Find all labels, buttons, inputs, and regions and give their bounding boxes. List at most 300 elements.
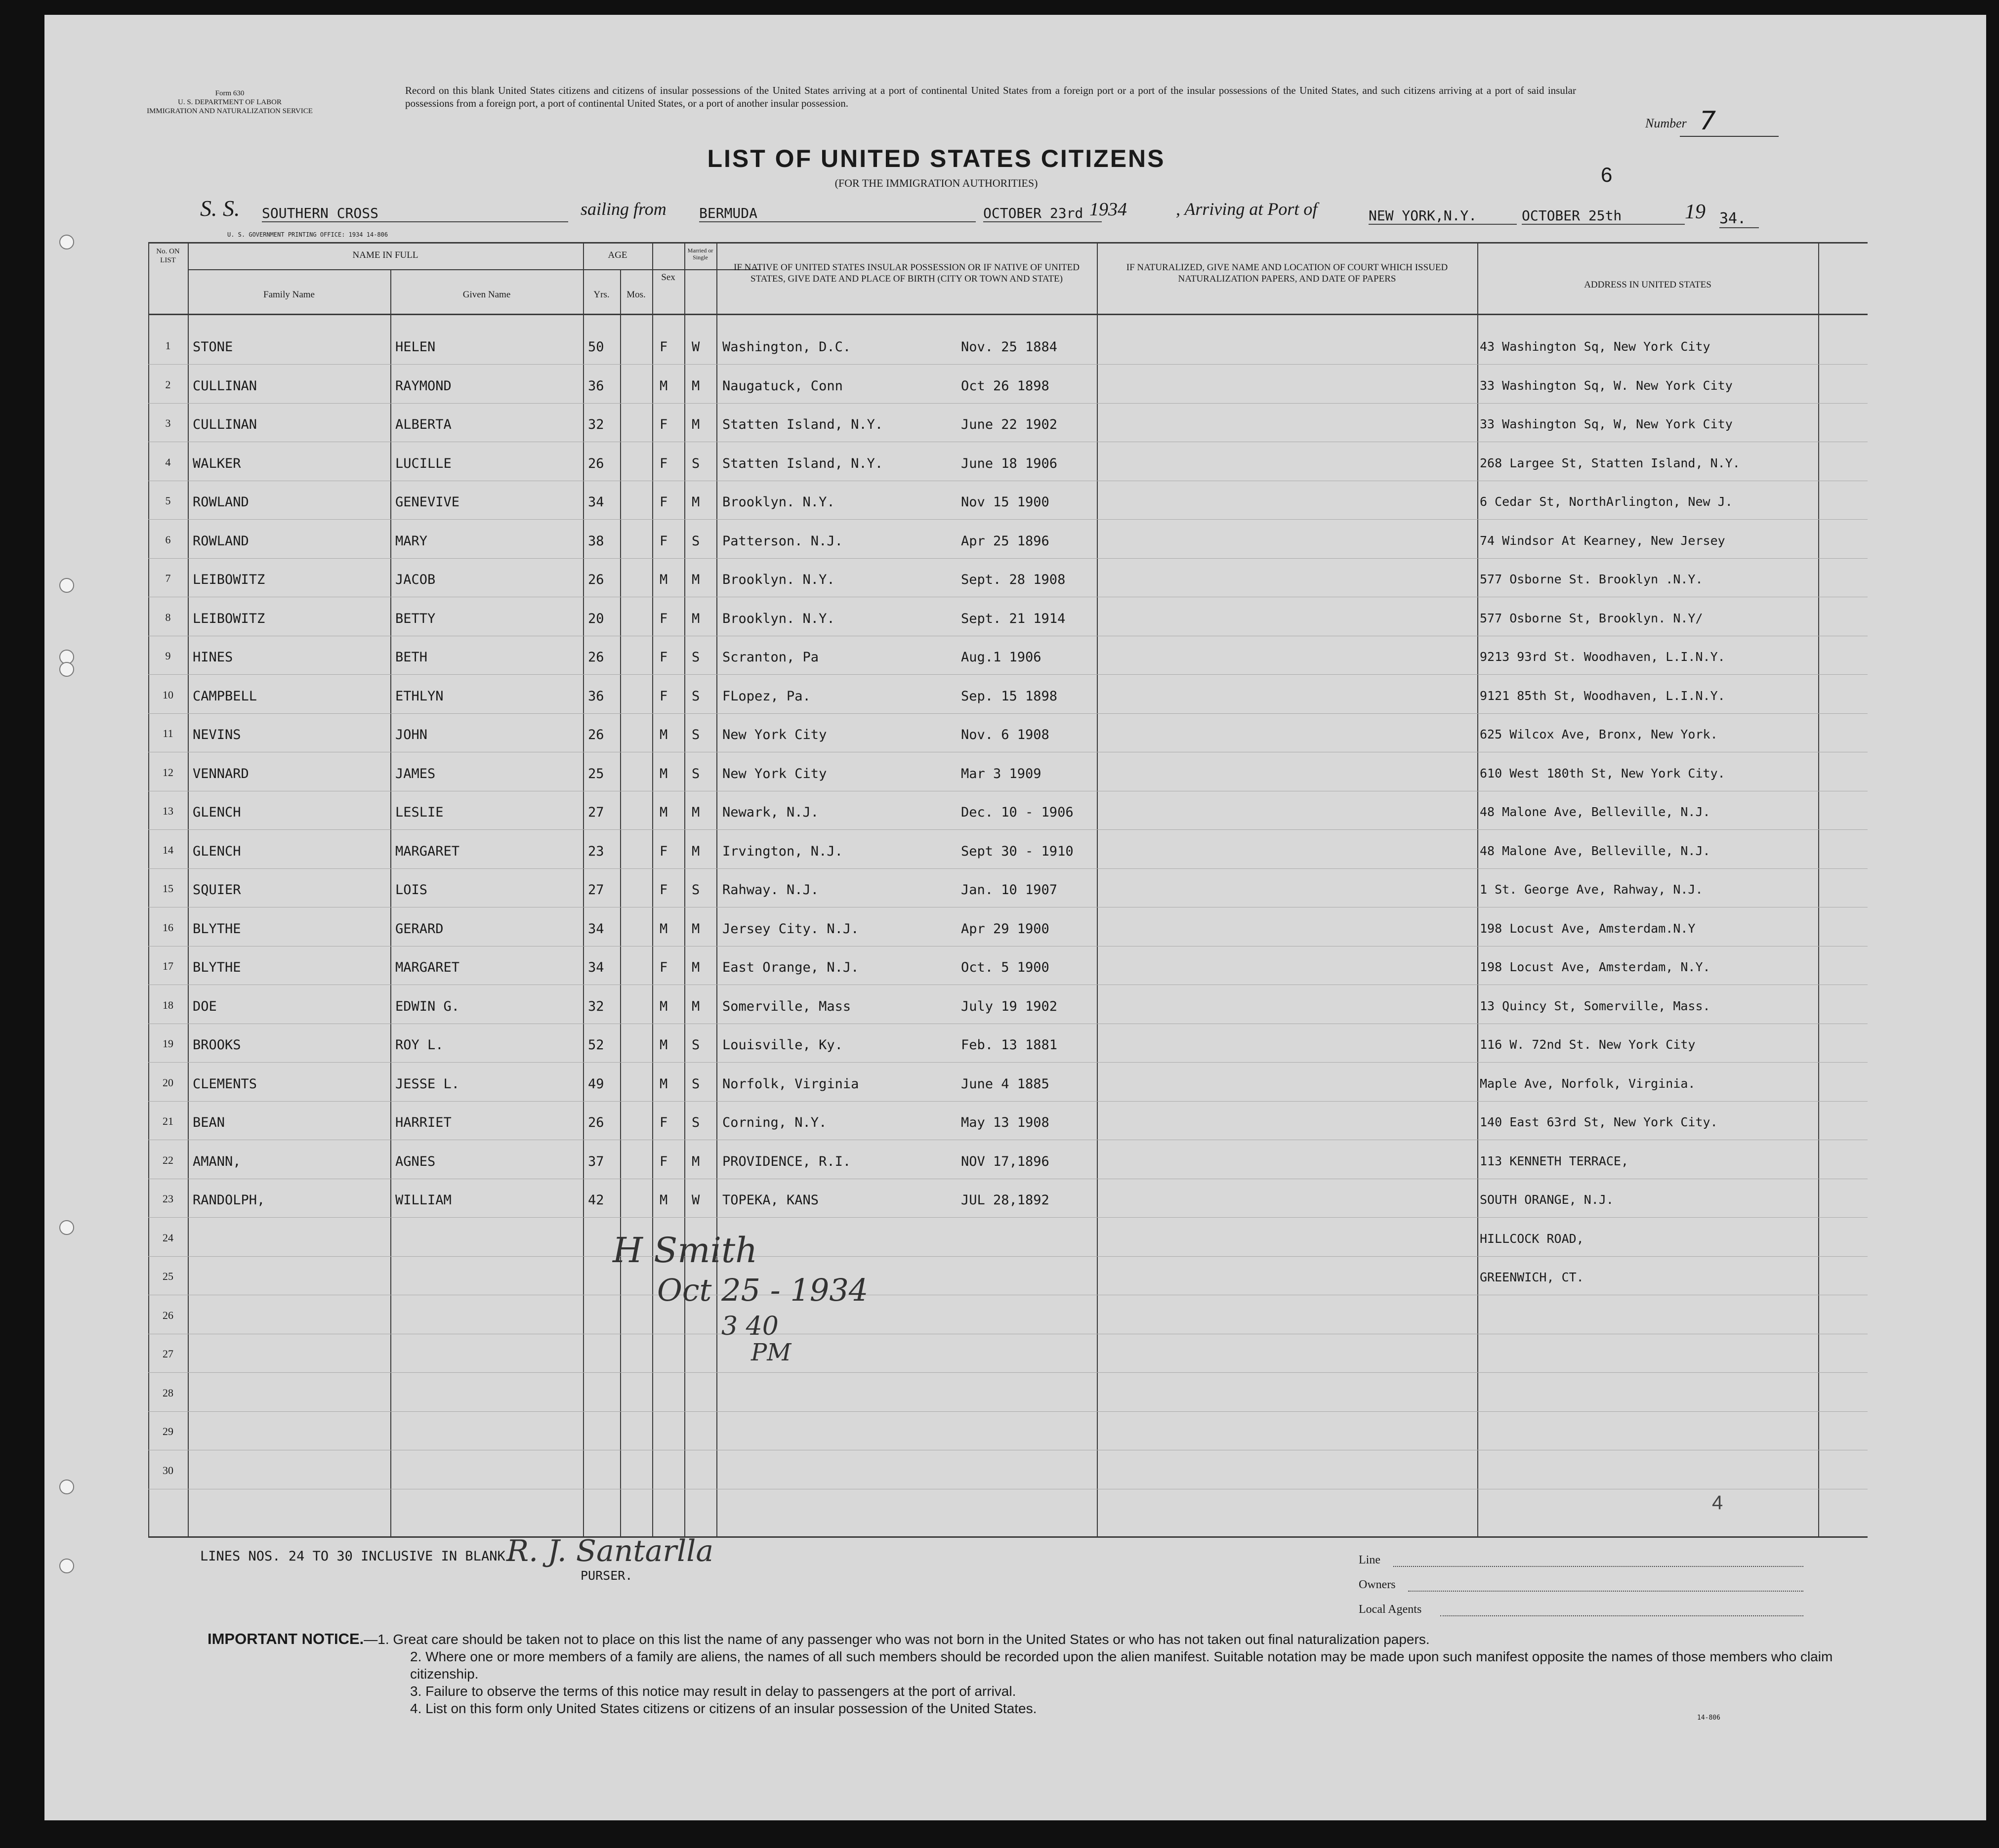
birth-date: Sept 30 - 1910 — [961, 843, 1074, 859]
marital-status: M — [692, 572, 700, 587]
row-number: 23 — [163, 1192, 173, 1205]
birth-place: Brooklyn. N.Y. — [722, 572, 835, 587]
binder-hole — [59, 1559, 74, 1573]
row-rule — [148, 558, 1868, 559]
sheet-number: 6 — [1601, 163, 1613, 186]
birth-place: TOPEKA, KANS — [722, 1192, 819, 1208]
row-number: 8 — [165, 611, 171, 623]
number-value: 7 — [1700, 106, 1716, 136]
marital-status: S — [692, 727, 700, 742]
record-instructions: Record on this blank United States citizens and citizens of insular possessions of the United States arriving at a port of continental United States from a foreign port or a port of the insular possessions of the United States, and such citizens arriving at a port of said insular possessions from a foreign port, a port of continental United States, or a port of another insular possession. — [405, 84, 1576, 109]
marital-status: M — [692, 805, 700, 820]
row-rule — [148, 1062, 1868, 1063]
header-no-on-list: No. ON LIST — [156, 247, 180, 264]
sex: F — [660, 417, 668, 432]
notice-line-4: 4. List on this form only United States citizens or citizens of an insular possession of the United States. — [410, 1701, 1037, 1716]
owners-label: Owners — [1359, 1578, 1396, 1591]
sex: M — [660, 921, 668, 937]
given-name: RAYMOND — [395, 378, 452, 394]
age-years: 26 — [588, 650, 604, 665]
header-yrs: Yrs. — [593, 289, 610, 300]
arrival-port: NEW YORK,N.Y. — [1369, 207, 1517, 225]
given-name: HARRIET — [395, 1115, 452, 1130]
marital-status: M — [692, 998, 700, 1014]
age-years: 20 — [588, 611, 604, 626]
given-name: JESSE L. — [395, 1076, 460, 1092]
age-years: 52 — [588, 1037, 604, 1053]
header-address: ADDRESS IN UNITED STATES — [1584, 280, 1711, 290]
sex: M — [660, 727, 668, 742]
marital-status: M — [692, 921, 700, 937]
us-address: 577 Osborne St, Brooklyn. N.Y/ — [1480, 611, 1703, 625]
us-address: 48 Malone Ave, Belleville, N.J. — [1480, 843, 1710, 858]
header-family-name: Family Name — [263, 289, 315, 300]
birth-date: July 19 1902 — [961, 998, 1058, 1014]
sail-year: 1934 — [1089, 199, 1127, 220]
us-address: 1 St. George Ave, Rahway, N.J. — [1480, 882, 1703, 897]
us-address: 9213 93rd St. Woodhaven, L.I.N.Y. — [1480, 650, 1725, 664]
family-name: RANDOLPH, — [193, 1192, 265, 1208]
ss-label: S. S. — [200, 196, 240, 221]
arrival-year-prefix: 19 — [1685, 201, 1706, 223]
row-number: 5 — [165, 494, 171, 507]
age-years: 25 — [588, 766, 604, 781]
important-notice — [208, 1630, 1838, 1717]
row-number: 18 — [163, 998, 173, 1011]
family-name: WALKER — [193, 455, 241, 471]
birth-place: East Orange, N.J. — [722, 960, 859, 975]
header-bottom-border — [148, 314, 1868, 315]
col-divider — [188, 242, 189, 1536]
row-rule — [148, 1101, 1868, 1102]
row-number: 29 — [163, 1425, 173, 1437]
birth-place: Brooklyn. N.Y. — [722, 611, 835, 626]
given-name: JAMES — [395, 766, 436, 781]
header-name-in-full: NAME IN FULL — [352, 250, 418, 260]
row-number: 15 — [163, 882, 173, 895]
manifest-sheet — [44, 15, 1986, 1820]
sex: F — [660, 960, 668, 975]
family-name: SQUIER — [193, 882, 241, 898]
sex: M — [660, 572, 668, 587]
given-name: LOIS — [395, 882, 428, 898]
sex: F — [660, 533, 668, 549]
birth-place: Norfolk, Virginia — [722, 1076, 859, 1092]
important-notice-label: IMPORTANT NOTICE. — [208, 1630, 364, 1647]
given-name: EDWIN G. — [395, 998, 460, 1014]
birth-place: Washington, D.C. — [722, 339, 851, 355]
col-divider — [1097, 242, 1098, 1536]
given-name: MARGARET — [395, 960, 460, 975]
us-address: 140 East 63rd St, New York City. — [1480, 1115, 1718, 1129]
birth-date: Apr 25 1896 — [961, 533, 1049, 549]
us-address: SOUTH ORANGE, N.J. — [1480, 1192, 1614, 1207]
given-name: AGNES — [395, 1153, 436, 1169]
form-identifier — [136, 89, 324, 116]
birth-date: Mar 3 1909 — [961, 766, 1041, 781]
examiner-pm: PM — [751, 1339, 791, 1366]
marital-status: S — [692, 533, 700, 549]
col-divider — [684, 242, 685, 1536]
marital-status: S — [692, 650, 700, 665]
us-address: HILLCOCK ROAD, — [1480, 1231, 1584, 1246]
table-top-border — [148, 242, 1868, 244]
given-name: ETHLYN — [395, 688, 444, 704]
family-name: HINES — [193, 650, 233, 665]
sex: F — [660, 1115, 668, 1130]
row-number: 21 — [163, 1115, 173, 1127]
given-name: ROY L. — [395, 1037, 444, 1053]
birth-date: June 18 1906 — [961, 455, 1058, 471]
given-name: WILLIAM — [395, 1192, 452, 1208]
sex: F — [660, 494, 668, 510]
ship-name: SOUTHERN CROSS — [262, 205, 568, 222]
family-name: AMANN, — [193, 1153, 241, 1169]
birth-date: June 22 1902 — [961, 417, 1058, 432]
examiner-time: 3 40 — [721, 1312, 779, 1341]
sex: M — [660, 1076, 668, 1092]
age-years: 36 — [588, 688, 604, 704]
birth-date: May 13 1908 — [961, 1115, 1049, 1130]
given-name: HELEN — [395, 339, 436, 355]
birth-date: NOV 17,1896 — [961, 1153, 1049, 1169]
family-name: CAMPBELL — [193, 688, 257, 704]
us-address: 74 Windsor At Kearney, New Jersey — [1480, 533, 1725, 548]
birth-place: Patterson. N.J. — [722, 533, 843, 549]
name-age-subheader-line — [188, 269, 761, 270]
birth-date: Dec. 10 - 1906 — [961, 805, 1074, 820]
birth-place: New York City — [722, 766, 827, 781]
marital-status: M — [692, 417, 700, 432]
marital-status: W — [692, 1192, 700, 1208]
sailing-label: sailing from — [581, 199, 666, 219]
row-rule — [148, 868, 1868, 869]
row-number: 14 — [163, 843, 173, 856]
sex: F — [660, 688, 668, 704]
birth-place: Jersey City. N.J. — [722, 921, 859, 937]
age-years: 34 — [588, 960, 604, 975]
family-name: BLYTHE — [193, 921, 241, 937]
marital-status: S — [692, 766, 700, 781]
examiner-signature: H Smith — [613, 1230, 758, 1271]
birth-place: Naugatuck, Conn — [722, 378, 843, 394]
header-sex: Sex — [661, 272, 675, 283]
birth-place: FLopez, Pa. — [722, 688, 811, 704]
binder-hole — [59, 578, 74, 593]
row-rule — [148, 829, 1868, 830]
family-name: DOE — [193, 998, 217, 1014]
family-name: ROWLAND — [193, 494, 249, 510]
birth-date: Nov. 25 1884 — [961, 339, 1058, 355]
header-birth: IF NATIVE OF UNITED STATES INSULAR POSSESSION OR IF NATIVE OF UNITED STATES, GIVE DATE AND PLACE OF BIRTH (CITY OR TOWN AND STATE) — [734, 262, 1080, 284]
birth-date: Jan. 10 1907 — [961, 882, 1058, 898]
row-number: 22 — [163, 1153, 173, 1166]
age-years: 23 — [588, 843, 604, 859]
line-rule — [1393, 1566, 1803, 1567]
family-name: CULLINAN — [193, 378, 257, 394]
local-agents-rule — [1440, 1615, 1803, 1616]
department: U. S. DEPARTMENT OF LABOR — [178, 98, 282, 106]
given-name: BETTY — [395, 611, 436, 626]
row-number: 7 — [165, 572, 171, 584]
marital-status: S — [692, 882, 700, 898]
given-name: GERARD — [395, 921, 444, 937]
family-name: GLENCH — [193, 843, 241, 859]
examiner-date: Oct 25 - 1934 — [657, 1272, 869, 1308]
service: IMMIGRATION AND NATURALIZATION SERVICE — [147, 107, 313, 115]
col-divider — [716, 242, 717, 1536]
given-name: MARY — [395, 533, 428, 549]
notice-1-text: —1. Great care should be taken not to place on this list the name of any passenger who was not born in the United States or who has not taken out final naturalization papers. — [364, 1632, 1430, 1647]
age-years: 27 — [588, 805, 604, 820]
row-rule — [148, 519, 1868, 520]
page-mark: 4 — [1712, 1492, 1723, 1514]
number-label: Number — [1645, 116, 1687, 130]
row-number: 30 — [163, 1464, 173, 1477]
row-rule — [148, 364, 1868, 365]
age-years: 42 — [588, 1192, 604, 1208]
row-number: 24 — [163, 1231, 173, 1244]
given-name: ALBERTA — [395, 417, 452, 432]
given-name: LESLIE — [395, 805, 444, 820]
given-name: JACOB — [395, 572, 436, 587]
birth-place: Somerville, Mass — [722, 998, 851, 1014]
sex: F — [660, 882, 668, 898]
us-address: 6 Cedar St, NorthArlington, New J. — [1480, 494, 1733, 509]
sex: F — [660, 843, 668, 859]
notice-line-3: 3. Failure to observe the terms of this notice may result in delay to passengers at the port of arrival. — [410, 1684, 1016, 1699]
marital-status: S — [692, 688, 700, 704]
row-number: 3 — [165, 417, 171, 429]
sex: M — [660, 1037, 668, 1053]
age-years: 38 — [588, 533, 604, 549]
birth-place: Statten Island, N.Y. — [722, 417, 883, 432]
purser-signature: R. J. Santarlla — [506, 1534, 714, 1568]
row-number: 9 — [165, 650, 171, 662]
sex: F — [660, 339, 668, 355]
sex: F — [660, 1153, 668, 1169]
us-address: 43 Washington Sq, New York City — [1480, 339, 1710, 354]
age-years: 26 — [588, 1115, 604, 1130]
binder-hole — [59, 1479, 74, 1494]
row-rule — [148, 674, 1868, 675]
col-divider — [1818, 242, 1819, 1536]
marital-status: M — [692, 960, 700, 975]
birth-date: Sept. 21 1914 — [961, 611, 1066, 626]
sex: F — [660, 611, 668, 626]
marital-status: S — [692, 1115, 700, 1130]
row-number: 26 — [163, 1309, 173, 1321]
us-address: 625 Wilcox Ave, Bronx, New York. — [1480, 727, 1718, 741]
marital-status: S — [692, 1076, 700, 1092]
row-number: 2 — [165, 378, 171, 391]
us-address: 33 Washington Sq, W, New York City — [1480, 417, 1733, 431]
marital-status: M — [692, 494, 700, 510]
family-name: BLYTHE — [193, 960, 241, 975]
us-address: Maple Ave, Norfolk, Virginia. — [1480, 1076, 1696, 1091]
us-address: GREENWICH, CT. — [1480, 1270, 1584, 1284]
row-number: 12 — [163, 766, 173, 779]
number-underline — [1680, 136, 1779, 137]
printer-line: U. S. GOVERNMENT PRINTING OFFICE: 1934 14-806 — [227, 231, 388, 238]
family-name: VENNARD — [193, 766, 249, 781]
us-address: 198 Locust Ave, Amsterdam, N.Y. — [1480, 960, 1710, 974]
birth-place: New York City — [722, 727, 827, 742]
row-rule — [148, 403, 1868, 404]
given-name: MARGARET — [395, 843, 460, 859]
sex: M — [660, 805, 668, 820]
age-years: 50 — [588, 339, 604, 355]
age-years: 32 — [588, 998, 604, 1014]
family-name: GLENCH — [193, 805, 241, 820]
col-divider — [390, 269, 391, 1536]
arrival-year: 34. — [1719, 210, 1759, 228]
sex: F — [660, 455, 668, 471]
binder-hole — [59, 1220, 74, 1235]
row-rule — [148, 1411, 1868, 1412]
table-bottom-border — [148, 1536, 1868, 1538]
row-number: 19 — [163, 1037, 173, 1050]
us-address: 610 West 180th St, New York City. — [1480, 766, 1725, 780]
us-address: 577 Osborne St. Brooklyn .N.Y. — [1480, 572, 1703, 586]
col-divider — [1477, 242, 1478, 1536]
age-years: 37 — [588, 1153, 604, 1169]
birth-date: Nov. 6 1908 — [961, 727, 1049, 742]
age-years: 32 — [588, 417, 604, 432]
birth-date: Aug.1 1906 — [961, 650, 1041, 665]
owners-rule — [1408, 1591, 1803, 1592]
family-name: LEIBOWITZ — [193, 572, 265, 587]
row-number: 17 — [163, 960, 173, 972]
sex: M — [660, 1192, 668, 1208]
us-address: 13 Quincy St, Somerville, Mass. — [1480, 998, 1710, 1013]
birth-date: Sept. 28 1908 — [961, 572, 1066, 587]
sail-date: OCTOBER 23rd — [983, 205, 1102, 222]
row-number: 13 — [163, 805, 173, 817]
us-address: 48 Malone Ave, Belleville, N.J. — [1480, 805, 1710, 819]
sex: F — [660, 650, 668, 665]
form-number: Form 630 — [215, 89, 245, 97]
family-name: CULLINAN — [193, 417, 257, 432]
family-name: ROWLAND — [193, 533, 249, 549]
birth-place: Louisville, Ky. — [722, 1037, 843, 1053]
age-years: 34 — [588, 921, 604, 937]
page-title: LIST OF UNITED STATES CITIZENS — [707, 145, 1166, 172]
birth-place: Brooklyn. N.Y. — [722, 494, 835, 510]
given-name: GENEVIVE — [395, 494, 460, 510]
age-years: 26 — [588, 572, 604, 587]
sailing-from: BERMUDA — [699, 205, 976, 222]
age-years: 34 — [588, 494, 604, 510]
marital-status: S — [692, 455, 700, 471]
birth-place: Corning, N.Y. — [722, 1115, 827, 1130]
row-number: 20 — [163, 1076, 173, 1089]
binder-hole — [59, 662, 74, 677]
birth-place: Scranton, Pa — [722, 650, 819, 665]
sex: M — [660, 378, 668, 394]
age-years: 26 — [588, 727, 604, 742]
row-rule — [148, 713, 1868, 714]
sex: M — [660, 766, 668, 781]
birth-place: Irvington, N.J. — [722, 843, 843, 859]
birth-place: Rahway. N.J. — [722, 882, 819, 898]
blank-lines-note: LINES NOS. 24 TO 30 INCLUSIVE IN BLANK. — [200, 1549, 513, 1564]
us-address: 116 W. 72nd St. New York City — [1480, 1037, 1696, 1052]
us-address: 9121 85th St, Woodhaven, L.I.N.Y. — [1480, 688, 1725, 703]
given-name: JOHN — [395, 727, 428, 742]
age-years: 26 — [588, 455, 604, 471]
header-mos: Mos. — [626, 289, 646, 300]
given-name: BETH — [395, 650, 428, 665]
birth-date: Nov 15 1900 — [961, 494, 1049, 510]
family-name: NEVINS — [193, 727, 241, 742]
us-address: 113 KENNETH TERRACE, — [1480, 1153, 1629, 1168]
row-number: 10 — [163, 688, 173, 701]
birth-place: Newark, N.J. — [722, 805, 819, 820]
us-address: 33 Washington Sq, W. New York City — [1480, 378, 1733, 393]
family-name: BROOKS — [193, 1037, 241, 1053]
family-name: BEAN — [193, 1115, 225, 1130]
family-name: CLEMENTS — [193, 1076, 257, 1092]
binder-hole — [59, 235, 74, 249]
row-rule — [148, 1372, 1868, 1373]
row-number: 28 — [163, 1386, 173, 1399]
row-number: 27 — [163, 1348, 173, 1360]
header-married-single: Married or Single — [687, 247, 713, 261]
birth-date: Sep. 15 1898 — [961, 688, 1058, 704]
row-number: 1 — [165, 339, 171, 352]
col-divider — [652, 242, 653, 1536]
birth-date: Oct. 5 1900 — [961, 960, 1049, 975]
birth-date: Apr 29 1900 — [961, 921, 1049, 937]
family-name: STONE — [193, 339, 233, 355]
us-address: 198 Locust Ave, Amsterdam.N.Y — [1480, 921, 1696, 936]
birth-place: Statten Island, N.Y. — [722, 455, 883, 471]
given-name: LUCILLE — [395, 455, 452, 471]
marital-status: M — [692, 378, 700, 394]
row-rule — [148, 1217, 1868, 1218]
col-divider — [583, 242, 584, 1536]
birth-place: PROVIDENCE, R.I. — [722, 1153, 851, 1169]
notice-line-2: 2. Where one or more members of a family are aliens, the names of all such members should be recorded upon the alien manifest. Suitable notation may be made upon such manifest opposite the names of those members who claim citizenship. — [410, 1649, 1833, 1682]
header-given-name: Given Name — [462, 289, 511, 300]
notice-line-1 — [208, 1630, 1838, 1648]
marital-status: M — [692, 611, 700, 626]
row-rule — [148, 1256, 1868, 1257]
col-divider — [620, 269, 621, 1536]
age-years: 49 — [588, 1076, 604, 1092]
page-subtitle: (FOR THE IMMIGRATION AUTHORITIES) — [834, 177, 1038, 189]
us-address: 268 Largee St, Statten Island, N.Y. — [1480, 455, 1740, 470]
row-number: 11 — [163, 727, 173, 739]
birth-date: June 4 1885 — [961, 1076, 1049, 1092]
row-number: 6 — [165, 533, 171, 546]
arrival-date: OCTOBER 25th — [1522, 207, 1685, 225]
age-years: 36 — [588, 378, 604, 394]
birth-date: Oct 26 1898 — [961, 378, 1049, 394]
family-name: LEIBOWITZ — [193, 611, 265, 626]
row-number: 25 — [163, 1270, 173, 1282]
purser-label: PURSER. — [581, 1568, 633, 1583]
local-agents-label: Local Agents — [1359, 1603, 1422, 1616]
row-number: 16 — [163, 921, 173, 934]
marital-status: M — [692, 843, 700, 859]
age-years: 27 — [588, 882, 604, 898]
marital-status: M — [692, 1153, 700, 1169]
header-naturalized: IF NATURALIZED, GIVE NAME AND LOCATION OF COURT WHICH ISSUED NATURALIZATION PAPERS, AND DATE OF PAPERS — [1126, 262, 1448, 284]
birth-date: Feb. 13 1881 — [961, 1037, 1058, 1053]
arriving-label: , Arriving at Port of — [1176, 199, 1318, 219]
